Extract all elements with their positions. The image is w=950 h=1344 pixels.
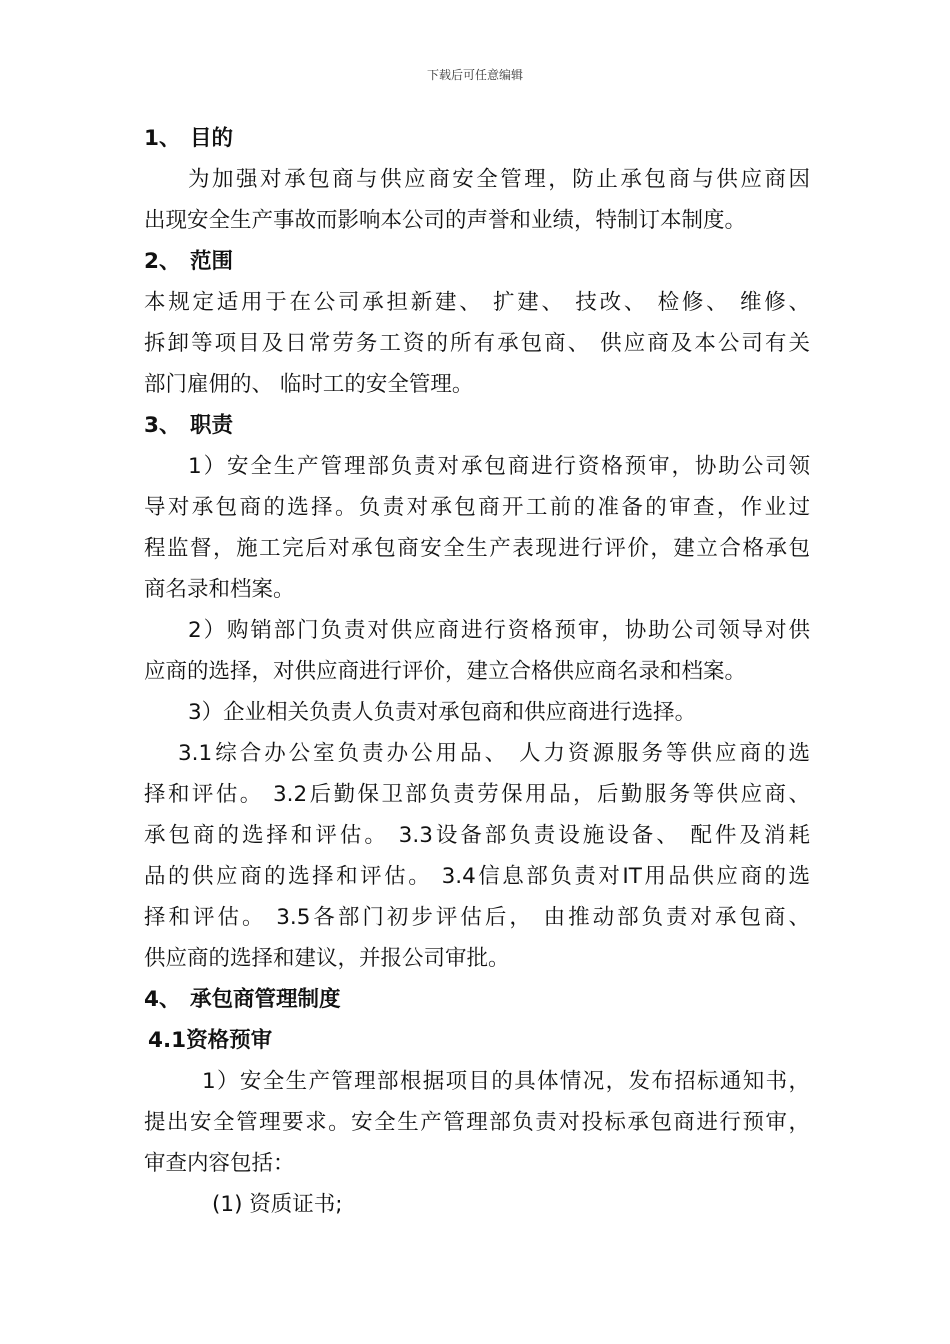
paragraph-line: 部门雇佣的、 临时工的安全管理。 <box>144 372 474 397</box>
paragraph-line: 2）购销部门负责对供应商进行资格预审，协助公司领导对供 <box>188 618 810 643</box>
paragraph-line: 1）安全生产管理部根据项目的具体情况，发布招标通知书， <box>202 1069 810 1094</box>
section-number: 4、 <box>144 987 181 1012</box>
section-heading-responsibilities <box>144 405 810 446</box>
paragraph-line: 出现安全生产事故而影响本公司的声誉和业绩，特制订本制度。 <box>144 208 747 233</box>
paragraph-line: 择和评估。 3.5各部门初步评估后， 由推动部负责对承包商、 <box>144 905 810 930</box>
document-body <box>144 118 810 1225</box>
section-title: 目的 <box>190 126 234 151</box>
paragraph-line: 导对承包商的选择。负责对承包商开工前的准备的审查，作业过 <box>144 495 810 520</box>
section-title: 承包商管理制度 <box>190 987 341 1012</box>
paragraph-line: 1）安全生产管理部负责对承包商进行资格预审，协助公司领 <box>188 454 810 479</box>
section-number: 3、 <box>144 413 181 438</box>
subsection-heading: 4.1资格预审 <box>148 1028 273 1053</box>
section-title: 范围 <box>190 249 234 274</box>
section-number: 2、 <box>144 249 181 274</box>
paragraph-line: 择和评估。 3.2后勤保卫部负责劳保用品，后勤服务等供应商、 <box>144 782 810 807</box>
paragraph-line: 品的供应商的选择和评估。 3.4信息部负责对IT用品供应商的选 <box>144 864 810 889</box>
section-title: 职责 <box>190 413 234 438</box>
section-heading-contractor-management <box>144 979 810 1020</box>
section-heading-purpose <box>144 118 810 159</box>
paragraph-line: 承包商的选择和评估。 3.3设备部负责设施设备、 配件及消耗 <box>144 823 810 848</box>
paragraph-line: 审查内容包括： <box>144 1151 295 1176</box>
paragraph-line: 供应商的选择和建议，并报公司审批。 <box>144 946 510 971</box>
paragraph-line: 为加强对承包商与供应商安全管理，防止承包商与供应商因 <box>188 167 810 192</box>
paragraph-line: 商名录和档案。 <box>144 577 295 602</box>
paragraph-line: 程监督，施工完后对承包商安全生产表现进行评价，建立合格承包 <box>144 536 810 561</box>
paragraph-line: 本规定适用于在公司承担新建、 扩建、 技改、 检修、 维修、 <box>144 290 810 315</box>
paragraph-line: 3）企业相关负责人负责对承包商和供应商进行选择。 <box>188 700 697 725</box>
paragraph-line: 应商的选择，对供应商进行评价，建立合格供应商名录和档案。 <box>144 659 747 684</box>
paragraph-line: 3.1综合办公室负责办公用品、 人力资源服务等供应商的选 <box>178 741 810 766</box>
section-heading-scope <box>144 241 810 282</box>
paragraph-line: 提出安全管理要求。安全生产管理部负责对投标承包商进行预审， <box>144 1110 810 1135</box>
list-item: (1) 资质证书; <box>212 1192 343 1217</box>
page-header: 下载后可任意编辑 <box>426 68 523 82</box>
paragraph-line: 拆卸等项目及日常劳务工资的所有承包商、 供应商及本公司有关 <box>144 331 810 356</box>
section-number: 1、 <box>144 126 181 151</box>
